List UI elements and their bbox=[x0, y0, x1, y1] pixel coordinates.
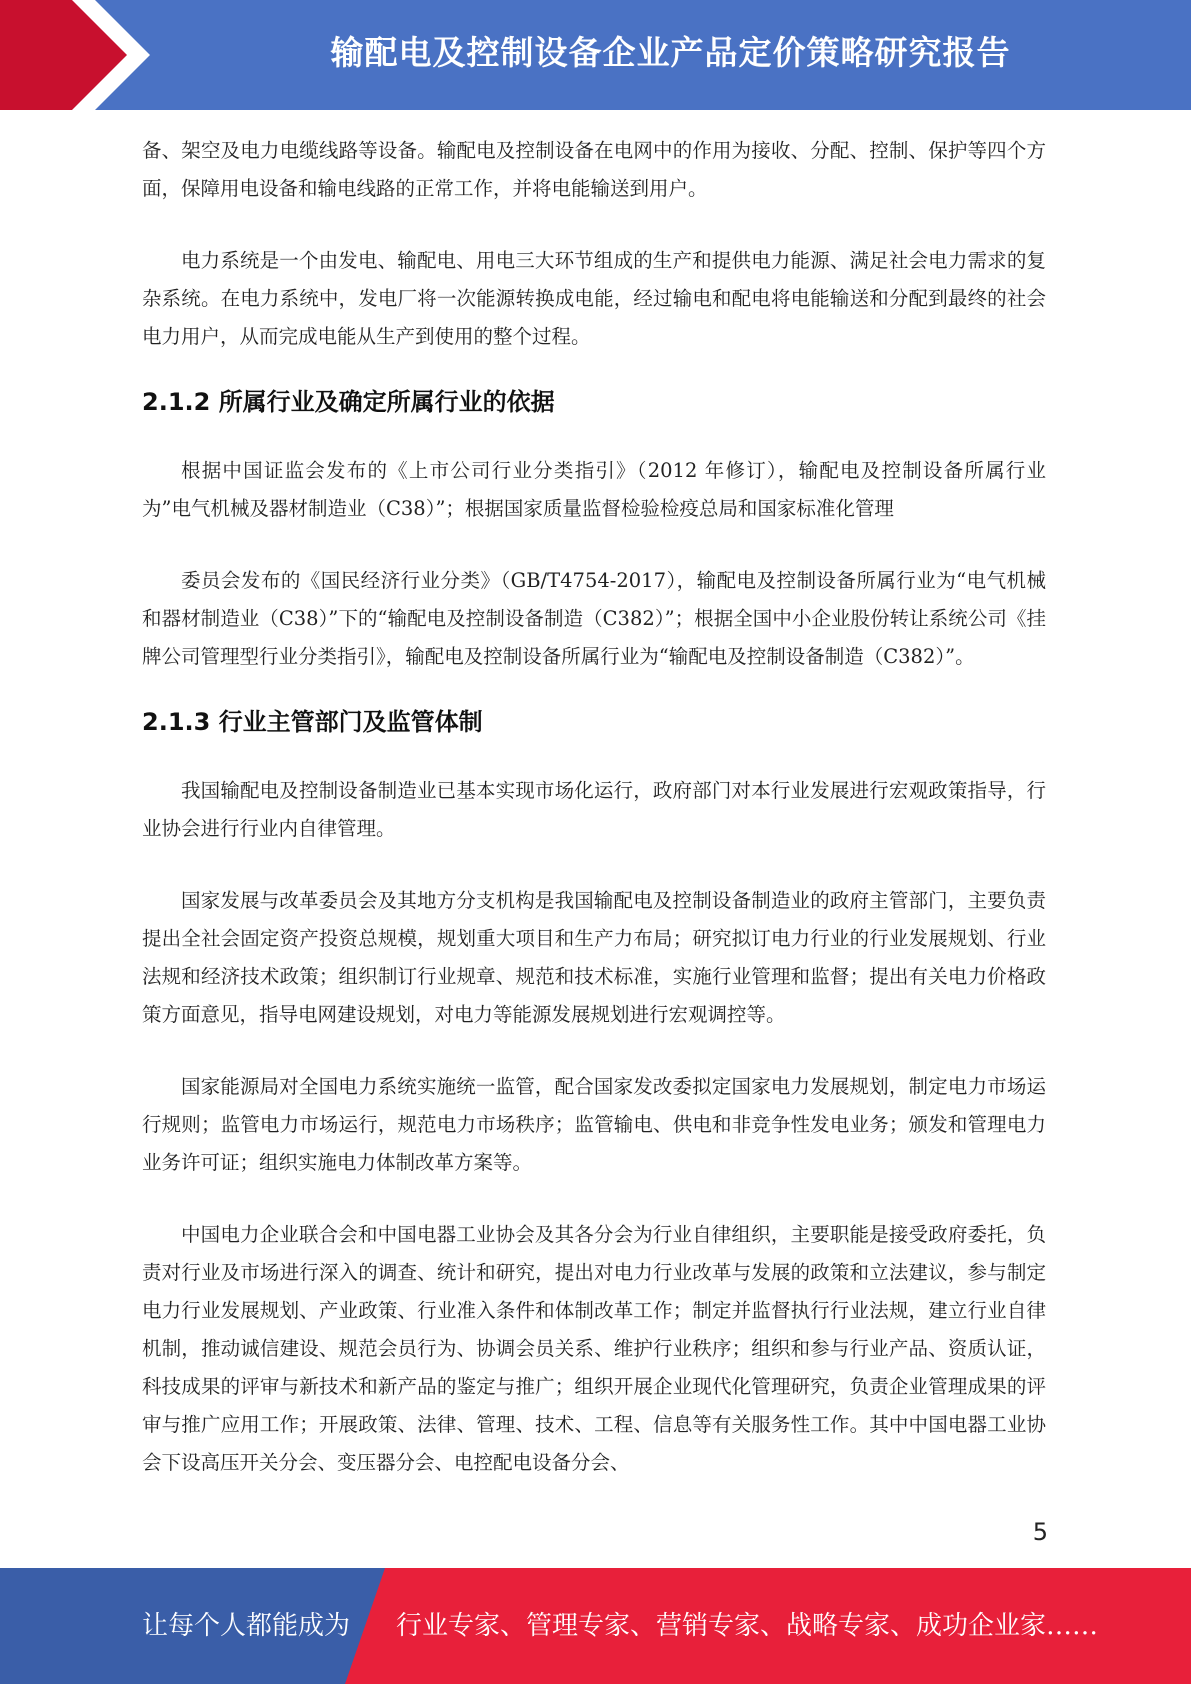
paragraph: 国家发展与改革委员会及其地方分支机构是我国输配电及控制设备制造业的政府主管部门，主要负责提出全社会固定资产投资总规模，规划重大项目和生产力布局；研究拟订电力行业的行业发展规划、行业法规和经济技术政策；组织制订行业规章、规范和技术标准，实施行业管理和监督；提出有关电力价格政策方面意见，指导电网建设规划，对电力等能源发展规划进行宏观调控等。 bbox=[142, 889, 1046, 1026]
paragraph: 电力系统是一个由发电、输配电、用电三大环节组成的生产和提供电力能源、满足社会电力需求的复杂系统。在电力系统中，发电厂将一次能源转换成电能，经过输电和配电将电能输送和分配到最终的社会电力用户，从而完成电能从生产到使用的整个过程。 bbox=[142, 249, 1046, 348]
footer-slogan-left: 让每个人都能成为 bbox=[142, 1611, 351, 1641]
page-number: 5 bbox=[1032, 1518, 1048, 1546]
paragraph: 委员会发布的《国民经济行业分类》（GB/T4754-2017），输配电及控制设备所属行业为“电气机械和器材制造业（C38）”下的“输配电及控制设备制造（C382）”；根据全国中小企业股份转让系统公司《挂牌公司管理型行业分类指引》，输配电及控制设备所属行业为“输配电及控制设备制造（C382）”。 bbox=[142, 569, 1046, 668]
report-title: 输配电及控制设备企业产品定价策略研究报告 bbox=[330, 33, 1011, 72]
footer-slogan-right: 行业专家、管理专家、营销专家、战略专家、成功企业家…… bbox=[396, 1611, 1099, 1641]
paragraph: 国家能源局对全国电力系统实施统一监管，配合国家发改委拟定国家电力发展规划，制定电力市场运行规则；监管电力市场运行，规范电力市场秩序；监管输电、供电和非竞争性发电业务；颁发和管理电力业务许可证；组织实施电力体制改革方案等。 bbox=[142, 1075, 1046, 1174]
header-banner bbox=[0, 0, 1191, 110]
section-heading: 2.1.2 所属行业及确定所属行业的依据 bbox=[142, 388, 555, 416]
paragraph: 备、架空及电力电缆线路等设备。输配电及控制设备在电网中的作用为接收、分配、控制、保护等四个方面，保障用电设备和输电线路的正常工作，并将电能输送到用户。 bbox=[142, 139, 1046, 200]
section-heading: 2.1.3 行业主管部门及监管体制 bbox=[142, 708, 483, 736]
paragraph: 根据中国证监会发布的《上市公司行业分类指引》（2012 年修订），输配电及控制设备所属行业为”电气机械及器材制造业（C38）”；根据国家质量监督检验检疫总局和国家标准化管理 bbox=[142, 459, 1046, 520]
paragraph: 我国输配电及控制设备制造业已基本实现市场化运行，政府部门对本行业发展进行宏观政策指导，行业协会进行行业内自律管理。 bbox=[142, 779, 1046, 840]
footer-banner bbox=[0, 1568, 1191, 1684]
paragraph: 中国电力企业联合会和中国电器工业协会及其各分会为行业自律组织，主要职能是接受政府委托，负责对行业及市场进行深入的调查、统计和研究，提出对电力行业改革与发展的政策和立法建议，参与制定电力行业发展规划、产业政策、行业准入条件和体制改革工作；制定并监督执行行业法规，建立行业自律机制，推动诚信建设、规范会员行为、协调会员关系、维护行业秩序；组织和参与行业产品、资质认证，科技成果的评审与新技术和新产品的鉴定与推广；组织开展企业现代化管理研究，负责企业管理成果的评审与推广应用工作；开展政策、法律、管理、技术、工程、信息等有关服务性工作。其中中国电器工业协会下设高压开关分会、变压器分会、电控配电设备分会、 bbox=[142, 1223, 1046, 1474]
document-body bbox=[142, 132, 1046, 1482]
red-chevron-icon bbox=[0, 0, 170, 110]
